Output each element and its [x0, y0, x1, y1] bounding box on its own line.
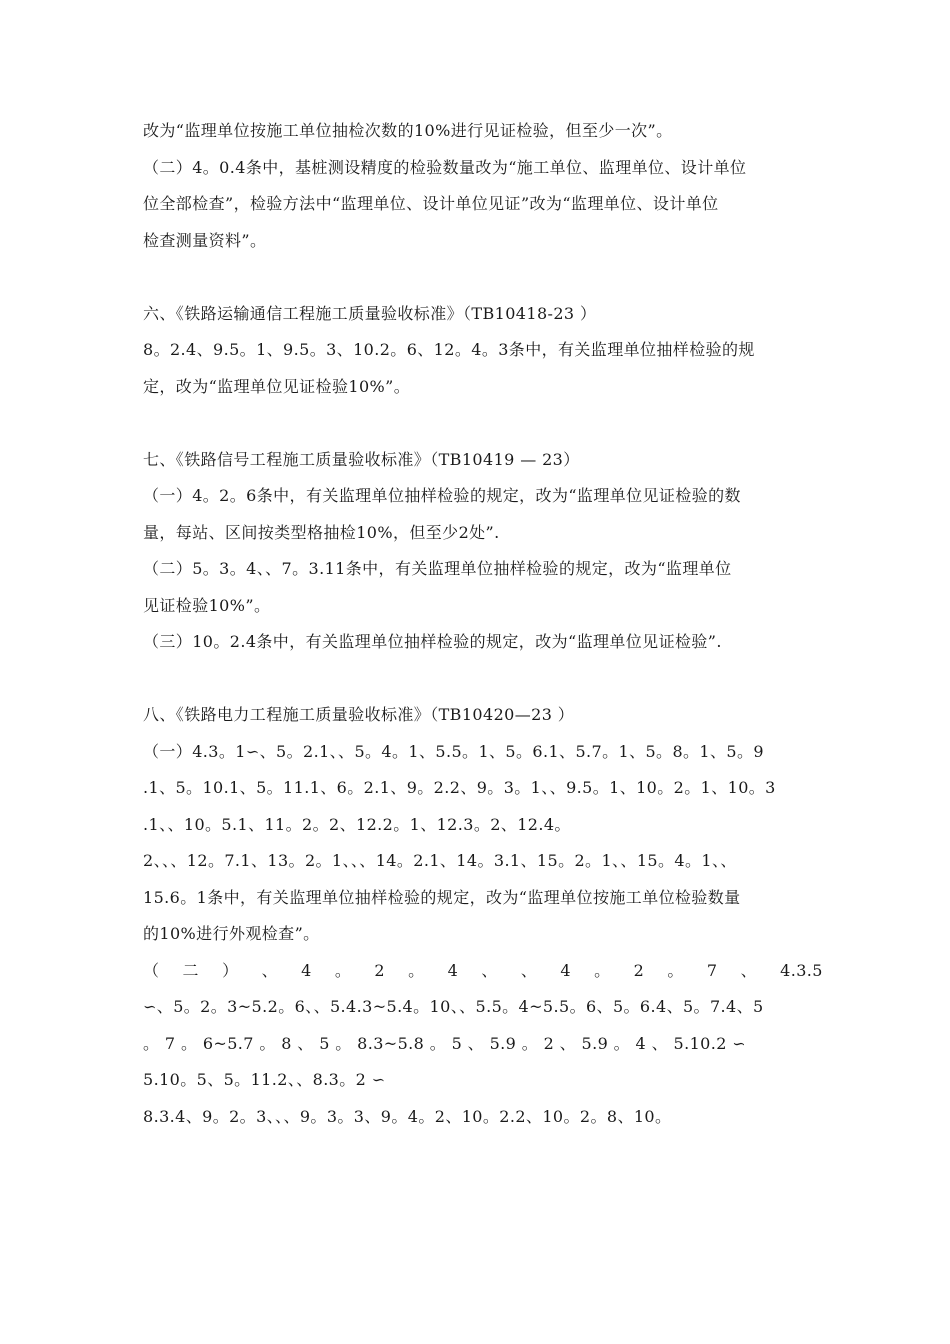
text-token: 4: [560, 960, 571, 980]
text-token: 2: [633, 960, 645, 980]
text-line: 见证检验10%”。: [143, 595, 271, 615]
text-token: 4: [301, 960, 312, 980]
paragraph-gap: [143, 661, 823, 698]
text-token: 、: [261, 960, 278, 980]
text-token: 4.3.5: [780, 960, 823, 980]
text-line: 检查测量资料”。: [143, 230, 267, 250]
text-token: 。: [408, 960, 425, 980]
text-token: ）: [222, 960, 239, 980]
paragraph-gap: [143, 259, 823, 296]
document-page: [143, 113, 823, 1135]
text-token: 2: [374, 960, 385, 980]
text-line: （二）4。0.4条中，基桩测设精度的检验数量改为“施工单位、监理单位、设计单位: [143, 157, 747, 177]
text-line: 。 7 。 6~5.7 。 8 、 5 。 8.3~5.8 。 5 、 5.9 。 2 、 5.9 。 4 、 5.10.2 ∽: [143, 1033, 747, 1053]
text-line: .1、5。10.1、5。11.1、6。2.1、9。2.2、9。3。1、、9.5。1、10。2。1、10。3: [143, 778, 776, 797]
text-line: （一）4。2。6条中，有关监理单位抽样检验的规定，改为“监理单位见证检验的数: [143, 486, 741, 505]
text-line: （二）5。3。4、、7。3.11条中，有关监理单位抽样检验的规定，改为“监理单位: [143, 559, 732, 578]
text-token: 。: [334, 960, 352, 980]
text-line: 8.3.4、9。2。3、、、9。3。3、9。4。2、10。2.2、10。2。8、10。: [143, 1106, 672, 1126]
text-line: 15.6。1条中，有关监理单位抽样检验的规定，改为“监理单位按施工单位检验数量: [143, 887, 741, 907]
text-token: 。: [594, 960, 611, 980]
text-line: （一）4.3。1∽、5。2.1、、5。4。1、5.5。1、5。6.1、5.7。1、5。8。1、5。9: [143, 741, 764, 761]
text-line: 量，每站、区间按类型格抽检10%，但至少2处”.: [143, 522, 500, 542]
text-token: 7: [706, 960, 718, 980]
text-line: 8。2.4、9.5。1、9.5。3、10.2。6、12。4。3条中，有关监理单位抽样检验的规: [143, 340, 755, 359]
text-line: 位全部检查”，检验方法中“监理单位、设计单位见证”改为“监理单位、设计单位: [143, 194, 719, 213]
paragraph-gap: [143, 405, 823, 442]
text-line: .1、、10。5.1、11。2。2、12.2。1、12.3。2、12.4。: [143, 814, 571, 834]
text-line: 5.10。5、5。11.2、、8.3。2 ∽: [143, 1070, 386, 1089]
text-line: 2、、、12。7.1、13。2。1、、、14。2.1、14。3.1、15。2。1、、15。4。1、、: [143, 851, 737, 870]
text-line: 的10%进行外观检查”。: [143, 924, 320, 943]
text-token: 、: [520, 960, 538, 980]
text-line: 定，改为“监理单位见证检验10%”。: [143, 376, 411, 396]
text-line: ∽、5。2。3~5.2。6、、5.4.3~5.4。10、、5.5。4~5.5。6、5。6.4、5。7.4、5: [143, 997, 764, 1016]
text-token: 4: [447, 960, 459, 980]
section-heading-7: 七、《铁路信号工程施工质量验收标准》（TB10419 — 23）: [143, 449, 580, 469]
text-token: 、: [481, 960, 498, 980]
text-token: （: [143, 960, 160, 980]
text-token: 二: [182, 960, 199, 980]
justified-text-line: [143, 953, 823, 990]
text-line: （三）10。2.4条中，有关监理单位抽样检验的规定，改为“监理单位见证检验”.: [143, 632, 722, 651]
section-heading-8: 八、《铁路电力工程施工质量验收标准》（TB10420—23 ）: [143, 705, 575, 724]
text-token: 、: [740, 960, 758, 980]
text-token: 。: [667, 960, 684, 980]
section-heading-6: 六、《铁路运输通信工程施工质量验收标准》（TB10418-23 ）: [143, 303, 597, 323]
text-line: 改为“监理单位按施工单位抽检次数的10%进行见证检验，但至少一次”。: [143, 121, 673, 140]
